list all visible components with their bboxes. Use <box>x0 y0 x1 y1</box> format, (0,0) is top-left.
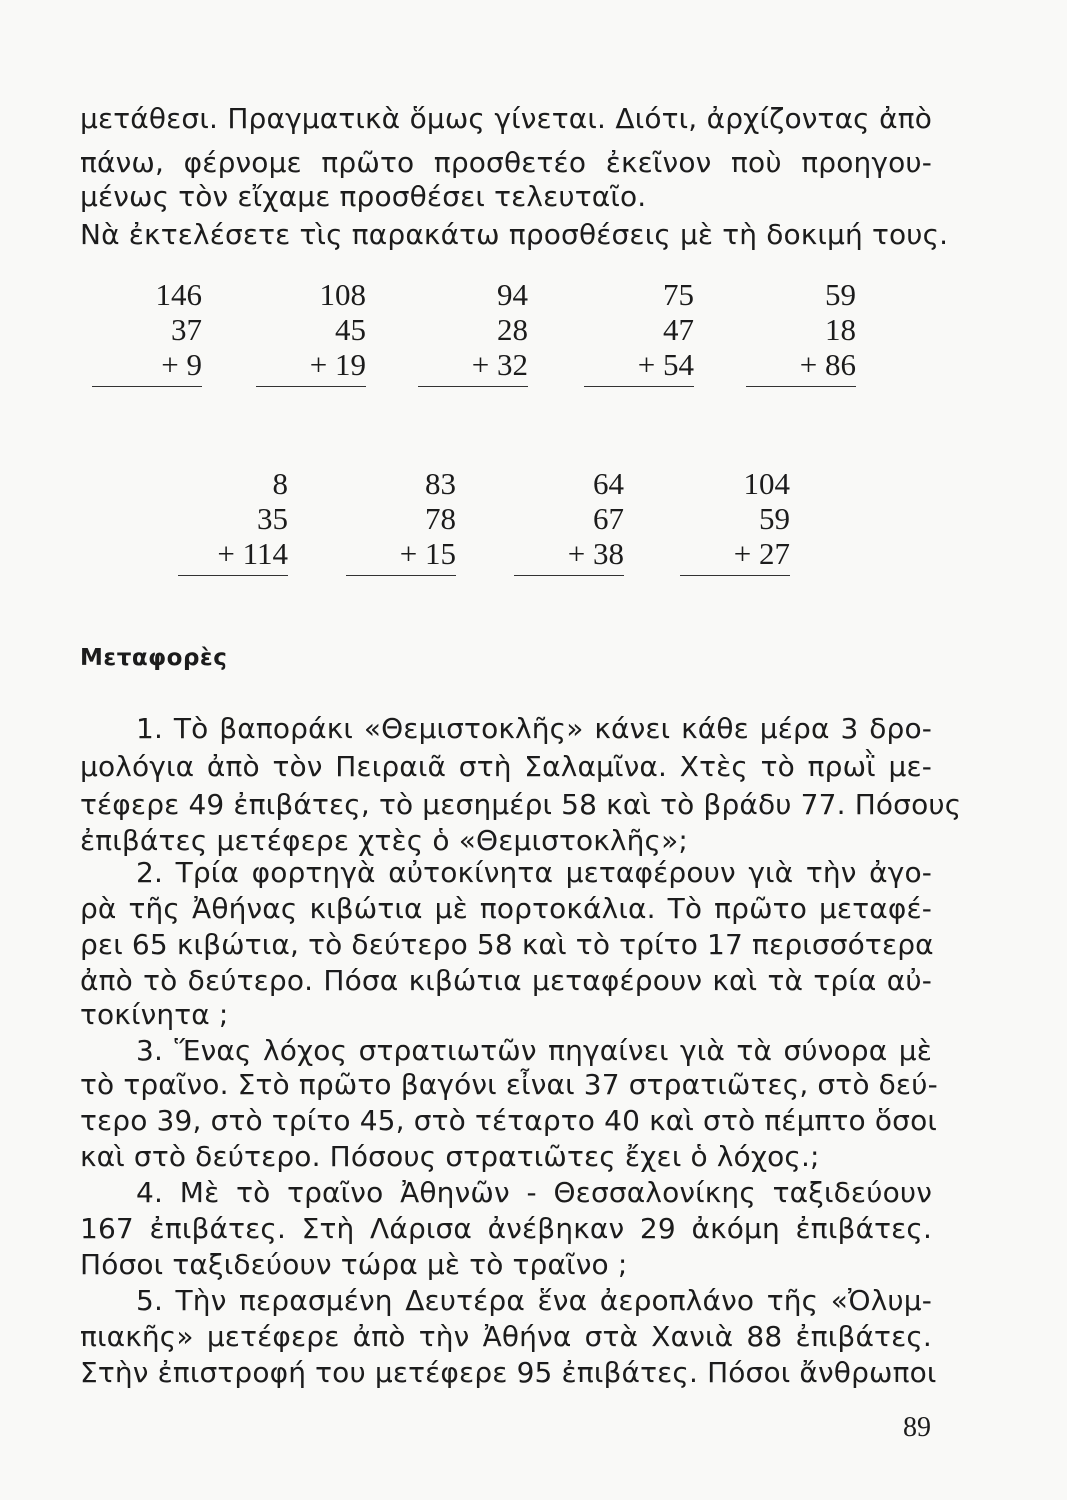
addend: + 32 <box>471 347 528 382</box>
addend: 59 <box>759 501 790 536</box>
addition-exercise <box>178 466 288 571</box>
problem-line: τοκίνητα ; <box>80 998 229 1031</box>
sum-rule <box>746 386 856 387</box>
problem-line: 1. Τὸ βαποράκι «Θεμιστοκλῆς» κάνει κάθε μέρα 3 δρο- <box>136 712 932 745</box>
addend: 18 <box>825 312 856 347</box>
sum-rule <box>514 575 624 576</box>
problem-line: 5. Τὴν περασμένη Δευτέρα ἕνα ἀεροπλάνο τῆς «Ὀλυμ- <box>136 1284 932 1317</box>
addend: 94 <box>497 277 528 312</box>
addend: + 54 <box>637 347 694 382</box>
addend: 67 <box>593 501 624 536</box>
problem-line: τὸ τραῖνο. Στὸ πρῶτο βαγόνι εἶναι 37 στρατιῶτες, στὸ δεύ- <box>80 1068 938 1101</box>
page-number: 89 <box>903 1412 931 1443</box>
addend: 59 <box>825 277 856 312</box>
addend: + 86 <box>799 347 856 382</box>
addend: 37 <box>171 312 202 347</box>
addition-exercise <box>746 277 856 382</box>
addend: + 27 <box>733 536 790 571</box>
problem-line: ρὰ τῆς Ἀθήνας κιβώτια μὲ πορτοκάλια. Τὸ πρῶτο μεταφέ- <box>80 892 932 925</box>
addend: 75 <box>663 277 694 312</box>
addition-exercise <box>256 277 366 382</box>
problem-line: μολόγια ἀπὸ τὸν Πειραιᾶ στὴ Σαλαμῖνα. Χτὲς τὸ πρωῒ με- <box>80 750 932 783</box>
problem-line: Στὴν ἐπιστροφή του μετέφερε 95 ἐπιβάτες. Πόσοι ἄνθρωποι <box>80 1356 937 1389</box>
problem-line: πιακῆς» μετέφερε ἀπὸ τὴν Ἀθήνα στὰ Χανιὰ 88 ἐπιβάτες. <box>80 1320 932 1353</box>
addend: 35 <box>257 501 288 536</box>
addend: 64 <box>593 466 624 501</box>
addend: 83 <box>425 466 456 501</box>
problem-line: ρει 65 κιβώτια, τὸ δεύτερο 58 καὶ τὸ τρίτο 17 περισσότερα <box>80 928 934 961</box>
addend: 104 <box>743 466 790 501</box>
addition-exercise <box>514 466 624 571</box>
problem-line: ἀπὸ τὸ δεύτερο. Πόσα κιβώτια μεταφέρουν καὶ τὰ τρία αὐ- <box>80 964 932 997</box>
addend: 146 <box>155 277 202 312</box>
intro-line: μένως τὸν εἴχαμε προσθέσει τελευταῖο. <box>80 180 647 213</box>
problem-line: καὶ στὸ δεύτερο. Πόσους στρατιῶτες ἔχει ὁ λόχος.; <box>80 1140 820 1173</box>
addend: + 38 <box>567 536 624 571</box>
problem-line: τερο 39, στὸ τρίτο 45, στὸ τέταρτο 40 καὶ στὸ πέμπτο ὅσοι <box>80 1104 937 1137</box>
addend: + 9 <box>161 347 202 382</box>
instruction-line: Νὰ ἐκτελέσετε τὶς παρακάτω προσθέσεις μὲ τὴ δοκιμή τους. <box>80 218 949 251</box>
problem-line: Πόσοι ταξιδεύουν τώρα μὲ τὸ τραῖνο ; <box>80 1248 628 1281</box>
addition-exercise <box>346 466 456 571</box>
addition-exercise <box>92 277 202 382</box>
addend: + 15 <box>399 536 456 571</box>
sum-rule <box>680 575 790 576</box>
problem-line: τέφερε 49 ἐπιβάτες, τὸ μεσημέρι 58 καὶ τὸ βράδυ 77. Πόσους <box>80 788 962 821</box>
problem-line: 2. Τρία φορτηγὰ αὐτοκίνητα μεταφέρουν γιὰ τὴν ἀγο- <box>136 856 932 889</box>
addend: 45 <box>335 312 366 347</box>
addition-exercise <box>680 466 790 571</box>
sum-rule <box>584 386 694 387</box>
addition-exercise <box>418 277 528 382</box>
sum-rule <box>92 386 202 387</box>
problem-line: 167 ἐπιβάτες. Στὴ Λάρισα ἀνέβηκαν 29 ἀκόμη ἐπιβάτες. <box>80 1212 932 1245</box>
addition-exercise <box>584 277 694 382</box>
sum-rule <box>418 386 528 387</box>
problem-line: 3. Ἕνας λόχος στρατιωτῶν πηγαίνει γιὰ τὰ σύνορα μὲ <box>136 1034 932 1067</box>
problem-line: ἐπιβάτες μετέφερε χτὲς ὁ «Θεμιστοκλῆς»; <box>80 824 689 857</box>
addend: 78 <box>425 501 456 536</box>
addend: 108 <box>319 277 366 312</box>
addend: 47 <box>663 312 694 347</box>
intro-line: πάνω, φέρνομε πρῶτο προσθετέο ἐκεῖνον ποὺ προηγου- <box>80 146 932 179</box>
sum-rule <box>256 386 366 387</box>
addend: 28 <box>497 312 528 347</box>
addend: + 19 <box>309 347 366 382</box>
addend: + 114 <box>217 536 288 571</box>
sum-rule <box>346 575 456 576</box>
addend: 8 <box>272 466 288 501</box>
section-title: Μεταφορὲς <box>80 645 228 671</box>
intro-line: μετάθεσι. Πραγματικὰ ὅμως γίνεται. Διότι, ἀρχίζοντας ἀπὸ <box>80 102 932 135</box>
problem-line: 4. Μὲ τὸ τραῖνο Ἀθηνῶν - Θεσσαλονίκης ταξιδεύουν <box>136 1176 932 1209</box>
sum-rule <box>178 575 288 576</box>
